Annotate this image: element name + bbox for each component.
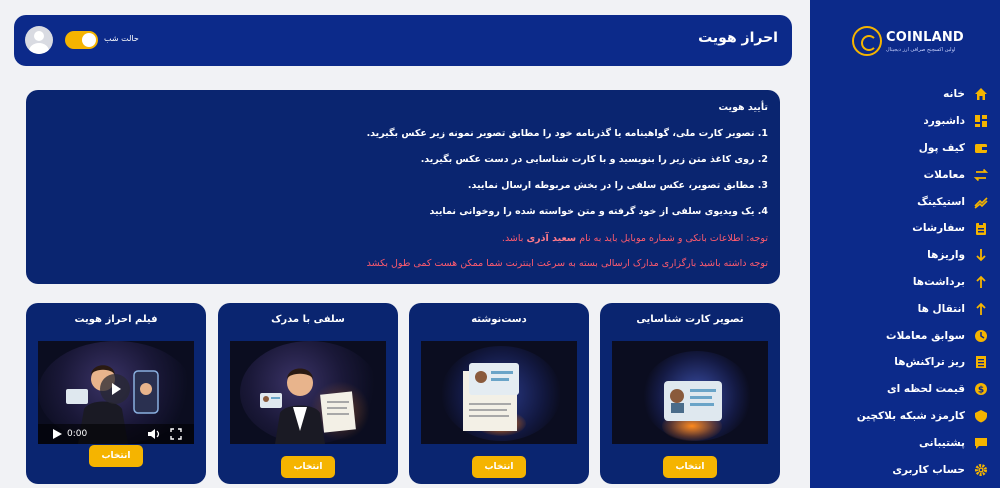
sidebar-item-transfers[interactable] xyxy=(818,295,988,322)
history-icon xyxy=(973,328,988,343)
brand-tagline: اولین اکسچنج صرافی ارز دیجیتال xyxy=(886,47,956,53)
volume-icon[interactable] xyxy=(147,428,161,440)
select-button[interactable]: انتخاب xyxy=(663,456,717,478)
note-prefix: توجه: اطلاعات بانکی و شماره موبایل باید به نام xyxy=(579,233,768,244)
transfer-icon xyxy=(973,301,988,316)
sample-video-player[interactable] xyxy=(38,341,194,444)
sidebar-item-wallet[interactable] xyxy=(818,135,988,162)
sidebar-menu xyxy=(818,81,988,483)
upload-card-video xyxy=(26,303,206,484)
select-button[interactable]: انتخاب xyxy=(281,456,335,478)
support-icon xyxy=(973,435,988,450)
instruction-step: 1. تصویر کارت ملی، گواهینامه یا گذرنامه خود را مطابق تصویر نمونه زیر عکس بگیرید. xyxy=(366,128,768,139)
staking-icon xyxy=(973,194,988,209)
note-suffix: باشد. xyxy=(501,233,524,244)
account-holder-name: سعید آذری xyxy=(526,233,577,244)
sample-handwriting-image xyxy=(421,341,577,444)
top-header xyxy=(14,15,792,66)
instruction-step: 2. روی کاغذ متن زیر را بنویسید و با کارت شناسایی در دست عکس بگیرید. xyxy=(420,154,768,165)
sidebar-item-label: سفارشات xyxy=(912,222,965,235)
avatar[interactable] xyxy=(25,26,53,54)
sidebar-item-label: واریزها xyxy=(927,249,965,262)
sidebar-item-label: معاملات xyxy=(923,168,965,181)
sample-id-card-image xyxy=(612,341,768,444)
sidebar xyxy=(810,0,1000,488)
sidebar-item-support[interactable] xyxy=(818,429,988,456)
gear-icon xyxy=(973,462,988,477)
dashboard-icon xyxy=(973,114,988,129)
selfie-illustration xyxy=(230,341,386,444)
card-title: فیلم احراز هویت xyxy=(74,314,158,325)
fullscreen-icon[interactable] xyxy=(170,428,182,440)
sidebar-item-orders[interactable] xyxy=(818,215,988,242)
bank-info-note xyxy=(502,233,768,244)
toggle-knob xyxy=(82,33,96,47)
sidebar-item-withdrawals[interactable] xyxy=(818,269,988,296)
brand-name: COINLAND xyxy=(886,30,964,45)
dark-mode-toggle[interactable] xyxy=(65,31,98,49)
sidebar-item-label: ریز تراکنش‌ها xyxy=(894,356,965,369)
sidebar-item-network-fee[interactable] xyxy=(818,403,988,430)
sidebar-item-live-price[interactable] xyxy=(818,376,988,403)
id-card-illustration xyxy=(612,341,768,444)
clipboard-icon xyxy=(973,221,988,236)
upload-card-selfie xyxy=(218,303,398,484)
video-time: 0:00 xyxy=(67,429,88,439)
sidebar-item-label: برداشت‌ها xyxy=(912,275,965,288)
sidebar-item-label: سوابق معاملات xyxy=(886,329,965,342)
instruction-step: 3. مطابق تصویر، عکس سلفی را در بخش مربوطه ارسال نمایید. xyxy=(467,180,768,191)
card-title: دست‌نوشته xyxy=(471,314,527,325)
list-icon xyxy=(973,355,988,370)
sidebar-item-trades[interactable] xyxy=(818,161,988,188)
sidebar-item-label: کیف پول xyxy=(918,141,965,154)
sidebar-item-deposits[interactable] xyxy=(818,242,988,269)
card-title: تصویر کارت شناسایی xyxy=(636,314,744,325)
instructions-heading: تأیید هویت xyxy=(718,102,768,113)
exchange-icon xyxy=(973,167,988,182)
sidebar-item-transactions[interactable] xyxy=(818,349,988,376)
sidebar-item-dashboard[interactable] xyxy=(818,108,988,135)
play-button[interactable] xyxy=(100,374,130,404)
upload-card-handwriting xyxy=(409,303,589,484)
select-button[interactable]: انتخاب xyxy=(472,456,526,478)
sample-selfie-image xyxy=(230,341,386,444)
page-title: احراز هویت xyxy=(698,30,778,46)
upload-speed-note: توجه داشته باشید بارگزاری مدارک ارسالی بسته به سرعت اینترنت شما ممکن هست کمی طول بکشد xyxy=(366,258,768,269)
handwriting-illustration xyxy=(421,341,577,444)
sidebar-item-trade-history[interactable] xyxy=(818,322,988,349)
play-small-icon[interactable] xyxy=(51,428,63,440)
verification-instructions xyxy=(26,90,780,284)
sidebar-item-home[interactable] xyxy=(818,81,988,108)
sidebar-item-label: استیکینگ xyxy=(917,195,965,208)
sidebar-item-staking[interactable] xyxy=(818,188,988,215)
sidebar-item-label: حساب کاربری xyxy=(892,463,965,476)
price-icon xyxy=(973,382,988,397)
sidebar-item-account[interactable] xyxy=(818,456,988,483)
select-button[interactable]: انتخاب xyxy=(89,445,143,467)
wallet-icon xyxy=(973,140,988,155)
home-icon xyxy=(973,87,988,102)
arrow-down-icon xyxy=(973,248,988,263)
svg-text:$: $ xyxy=(977,385,984,396)
sidebar-item-label: داشبورد xyxy=(923,115,965,128)
instruction-step: 4. یک ویدیوی سلفی از خود گرفته و متن خواسته شده را روخوانی نمایید xyxy=(429,206,768,217)
coinland-logo[interactable] xyxy=(852,26,962,60)
coin-logo-icon xyxy=(852,26,882,56)
dark-mode-label: حالت شب xyxy=(104,34,139,43)
video-controls xyxy=(38,424,194,444)
sidebar-item-label: انتقال ها xyxy=(917,302,965,315)
sidebar-item-label: قیمت لحظه ای xyxy=(887,383,965,396)
sidebar-item-label: پشتیبانی xyxy=(919,436,965,449)
sidebar-item-label: کارمزد شبکه بلاکچین xyxy=(856,409,965,422)
sidebar-item-label: خانه xyxy=(943,88,965,101)
card-title: سلفی با مدرک xyxy=(271,314,345,325)
arrow-up-icon xyxy=(973,274,988,289)
play-icon xyxy=(100,374,130,404)
upload-card-id xyxy=(600,303,780,484)
network-fee-icon xyxy=(973,408,988,423)
